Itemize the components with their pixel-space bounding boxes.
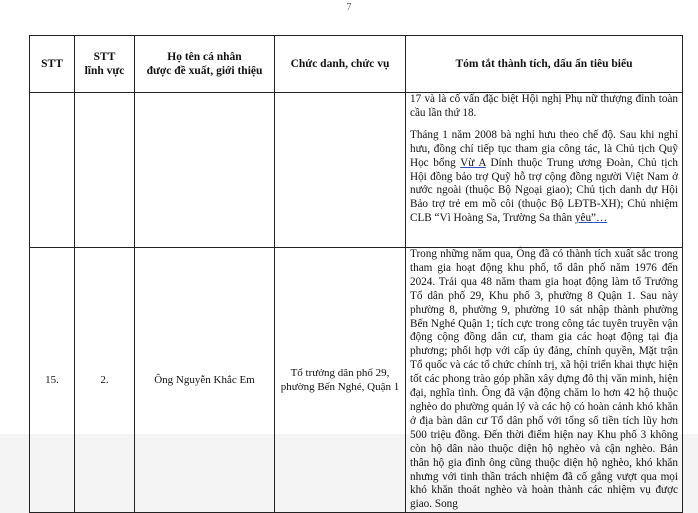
cell-summary (406, 248, 683, 513)
cell-chuc-danh (275, 93, 406, 248)
summary-paragraph: 17 và là cố vấn đặc biệt Hội nghị Phụ nữ thượng đỉnh toàn cầu lần thứ 18. (410, 93, 678, 119)
cell-ho-ten: Ông Nguyễn Khắc Em (135, 248, 275, 513)
cell-stt (30, 93, 75, 248)
header-chuc-danh: Chức danh, chức vụ (275, 36, 406, 93)
header-stt-linh-vuc: STT lĩnh vực (75, 36, 135, 93)
header-ho-ten: Họ tên cá nhân được đề xuất, giới thiệu (135, 36, 275, 93)
cell-summary (406, 93, 683, 248)
cell-chuc-danh: Tổ trưởng dân phố 29, phường Bến Nghé, Quận 1 (275, 248, 406, 513)
summary-paragraph: Tháng 1 năm 2008 bà nghỉ hưu theo chế độ. Sau khi nghỉ hưu, đồng chí tiếp tục tham gia công tác, là Chủ tịch Quỹ Học bổng Vừ A Dính thuộc Trung ương Đoàn, Chủ tịch Hội đồng bảo trợ Quỹ hỗ trợ cộng đồng người Việt Nam ở nước ngoài (thuộc Bộ Ngoại giao); Chủ tịch danh dự Hội Bảo trợ trẻ em mồ côi (thuộc Bộ LĐTB-XH); Chủ nhiệm CLB “Vì Hoàng Sa, Trường Sa thân yêu”… (410, 128, 678, 225)
page-number: 7 (346, 2, 352, 13)
header-stt: STT (30, 36, 75, 93)
table-row-continued (30, 93, 683, 248)
nomination-table (29, 35, 683, 513)
cell-stt-linh-vuc (75, 93, 135, 248)
summary-paragraph: Trong những năm qua, Ông đã có thành tích xuất sắc trong tham gia hoạt động khu phố, tổ dân phố năm 1976 đến 2024. Trải qua 48 năm tham gia hoạt động làm tổ Trưởng Tổ dân phố 29, Khu phố 3, phường 8 Quận 1. Sau này phường 8, phường 9, phường 10 sát nhập thành phường Bến Nghé Quận 1; tích cực trong công tác tuyên truyền vận động cộng đồng dân cư, tham gia các hoạt động tại địa phương; phối hợp với cấp ủy đảng, chính quyền, Mặt trận Tổ quốc và các tổ chức chính trị, xã hội triển khai thực hiện tốt các phong trào góp phần xây dựng đô thị văn minh, hiện đại, nghĩa tình. Ông đã vận động chăm lo hơn 42 hộ thuộc nghèo do phường quản lý và các hộ có hoàn cảnh khó khăn ở địa bàn dân cư Tổ dân phố với tổng số tiền tích lũy hơn 500 triệu đồng. Đến thời điểm hiện nay Khu phố 3 không còn hộ dân nào thuộc diện hộ nghèo và cận nghèo. Bản thân hộ gia đình ông cũng thuộc diện hộ nghèo, khó khăn nhưng với tinh thần trách nhiệm đã cố gắng vượt qua mọi khó khăn thoát nghèo và hoàn thành các nhiệm vụ được giao. Song (410, 248, 678, 511)
cell-stt: 15. (30, 248, 75, 513)
header-tom-tat: Tóm tắt thành tích, dấu ấn tiêu biểu (406, 36, 683, 93)
cell-ho-ten (135, 93, 275, 248)
table-header-row (30, 36, 683, 93)
table-row (30, 248, 683, 513)
cell-stt-linh-vuc: 2. (75, 248, 135, 513)
